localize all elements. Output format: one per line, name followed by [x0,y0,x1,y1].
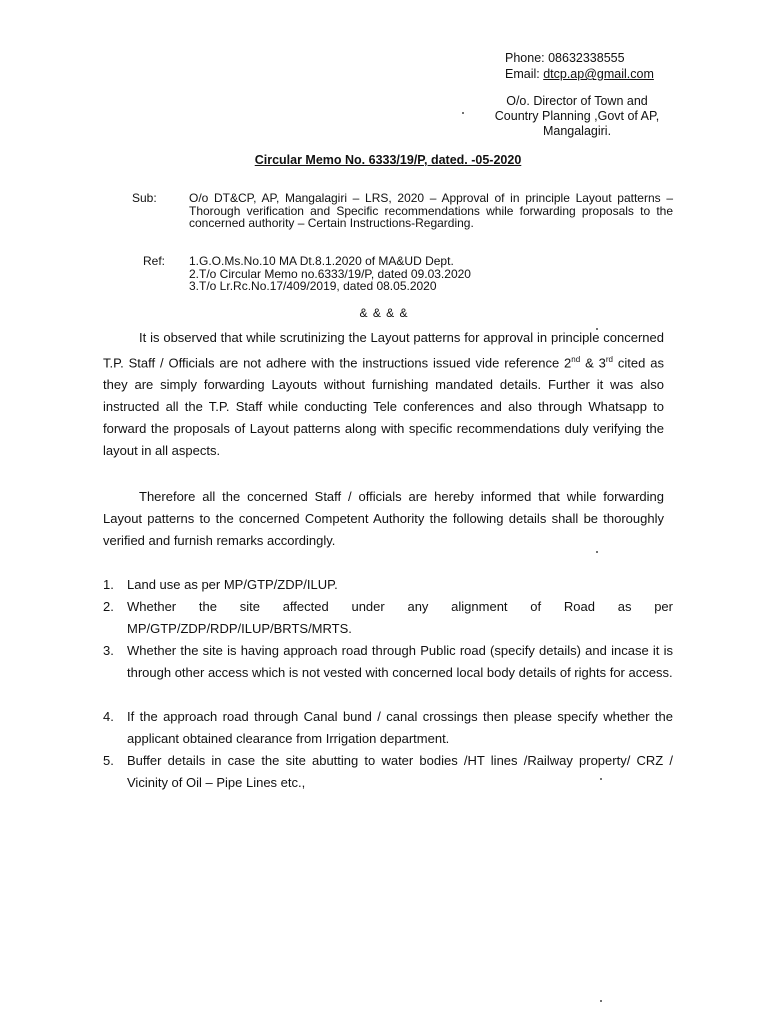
email-link[interactable]: dtcp.ap@gmail.com [543,67,654,81]
office-line-1: O/o. Director of Town and [506,94,648,108]
reference-item: 2.T/o Circular Memo no.6333/19/P, dated 09.03.2020 [189,266,471,281]
checklist-text: Land use as per MP/GTP/ZDP/ILUP. [127,577,338,592]
body-paragraph-1 [103,327,664,462]
checklist-item [103,750,673,794]
checklist-item [103,640,673,684]
body-paragraph-2 [103,486,664,552]
scan-speck [462,112,464,114]
checklist-item [103,574,673,596]
checklist-text: If the approach road through Canal bund / canal crossings then please specify whether the applicant obtained clearance from Irrigation department. [127,709,673,746]
scan-speck [600,778,602,780]
checklist-number: 3. [103,643,114,658]
office-line-2: Country Planning ,Govt of AP, [494,109,660,123]
reference-item: 3.T/o Lr.Rc.No.17/409/2019, dated 08.05.2020 [189,279,437,293]
email-line [505,66,654,82]
scan-speck [600,1000,602,1002]
checklist-number: 5. [103,753,114,768]
reference-list [189,255,549,293]
paragraph-text: Therefore all the concerned Staff / officials are hereby informed that while forwarding Layout patterns to the concerned Competent Authority the following details shall be thoroughly verified and furnish remarks accordingly. [103,489,664,548]
paragraph-text: It is observed that while scrutinizing the Layout patterns for approval in principle concerned T.P. Staff / Officials are not adhere with the instructions issued vide reference 2 [103,330,664,371]
checklist-item [103,596,673,640]
subject-label: Sub: [132,191,157,205]
scan-speck [596,551,598,553]
scan-speck [596,328,598,330]
superscript: rd [605,355,614,364]
contact-block [505,50,654,82]
office-address [482,94,672,139]
reference-label: Ref: [143,254,166,268]
reference-item: 1.G.O.Ms.No.10 MA Dt.8.1.2020 of MA&UD Dept. [189,254,454,268]
paragraph-text: & 3 [580,355,606,371]
checklist-number: 4. [103,709,114,724]
memo-title-text: Circular Memo No. 6333/19/P, dated. -05-2020 [254,153,522,167]
checklist-text: Whether the site affected under any alignment of Road as per MP/GTP/ZDP/RDP/ILUP/BRTS/MRTS. [127,599,673,636]
checklist-text: Whether the site is having approach road through Public road (specify details) and incase it is through other access which is not vested with concerned local body details of rights for access. [127,643,673,680]
checklist-number: 1. [103,577,114,592]
memo-title [0,153,768,167]
paragraph-text: cited as they are simply forwarding Layouts without furnishing mandated details. Further it was also instructed all the T.P. Staff while conducting Tele conferences and also through Whatsapp to forward the proposals of Layout patterns along with specific recommendations duly verifying the layout in all aspects. [103,355,664,459]
section-separator: & & & & [359,306,409,320]
subject-text: O/o DT&CP, AP, Mangalagiri – LRS, 2020 – Approval of in principle Layout patterns – Thorough verification and Specific recommendations while forwarding proposals to the concerned authority – Certain Instructions-Regarding. [189,191,673,230]
phone-line: Phone: 08632338555 [505,51,625,65]
email-label: Email: [505,67,544,81]
office-line-3: Mangalagiri. [542,124,612,138]
checklist-text: Buffer details in case the site abutting to water bodies /HT lines /Railway property/ CRZ / Vicinity of Oil – Pipe Lines etc., [127,753,673,790]
checklist-item [103,706,673,750]
superscript: nd [571,355,581,364]
checklist-number: 2. [103,599,114,614]
